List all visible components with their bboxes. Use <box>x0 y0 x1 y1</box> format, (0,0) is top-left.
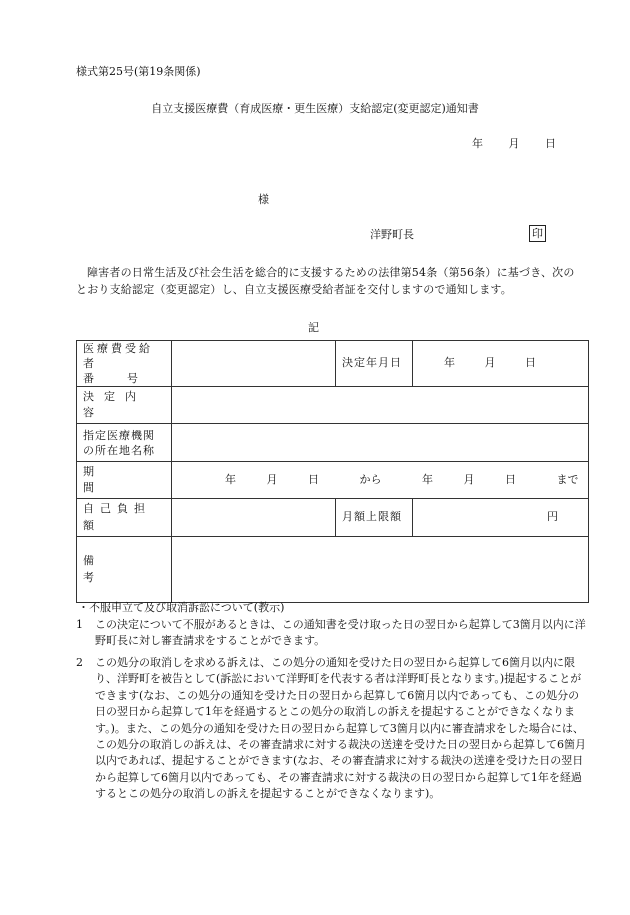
decision-date-label: 決定年月日 <box>336 341 413 387</box>
decision-day: 日 <box>525 356 536 370</box>
period-label <box>77 462 172 499</box>
date-month-label: 月 <box>508 137 520 150</box>
certification-table <box>76 340 589 603</box>
copay-label: 自己負担額 <box>77 499 172 537</box>
table-row <box>77 462 589 499</box>
note-text: この決定について不服があるときは、この通知書を受け取った日の翌日から起算して3箇月以内に洋野町長に対し審査請求をすることができます。 <box>95 618 586 648</box>
period-value[interactable] <box>172 462 589 499</box>
issuer-name: 洋野町長 <box>370 228 414 241</box>
label-line: 指定医療機関 <box>83 428 155 442</box>
date-day-label: 日 <box>545 137 556 150</box>
table-row <box>77 537 589 603</box>
note-text: この処分の取消しを求める訴えは、この処分の通知を受けた日の翌日から起算して6箇月以内に限り、洋野町を被告として(訴訟において洋野町を代表する者は洋野町長となります。)提起することができます(なお、この処分の通知を受けた日の翌日から起算して6箇月以内であっても、この処分の日の翌日から起算して1年を経過するとこの処分の取消しの訴えを提起することができなくなります。)。また、この処分の通知を受けた日の翌日から起算して3箇月以内に審査請求をした場合には、この処分の取消しの訴えは、その審査請求に対する裁決の送達を受けた日の翌日から起算して6箇月以内であれば、提起することができます(なお、その審査請求に対する裁決の送達を受けた日の翌日から起算して6箇月以内であっても、その審査請求に対する裁決の日の翌日から起算して1年を経過するとこの処分の取消しの訴えを提起することができなくなります)。 <box>95 656 586 801</box>
table-row <box>77 341 589 387</box>
medical-institution-label <box>77 424 172 462</box>
note-item-1 <box>76 617 590 650</box>
note-number: 1 <box>76 618 83 631</box>
remarks-label-text: 備考 <box>83 554 156 584</box>
body-paragraph: 障害者の日常生活及び社会生活を総合的に支援するための法律第54条（第56条）に基づき、次のとおり支給認定（変更認定）し、自立支援医療受給者証を交付しますので通知します。 <box>76 266 575 296</box>
remarks-value[interactable] <box>172 537 589 603</box>
period-end-month: 月 <box>463 472 475 486</box>
yen-label: 円 <box>547 510 558 524</box>
decision-month: 月 <box>484 356 496 370</box>
decision-content-label: 決定内容 <box>77 387 172 424</box>
period-end-year: 年 <box>422 472 433 486</box>
period-to: まで <box>556 472 579 486</box>
remarks-label-spread <box>83 553 165 586</box>
table-row <box>77 387 589 424</box>
decision-year: 年 <box>444 356 455 370</box>
label-line <box>83 371 165 386</box>
period-from: から <box>359 472 382 486</box>
issue-date <box>472 136 556 153</box>
form-number: 様式第25号(第19条関係) <box>76 65 201 78</box>
remarks-label <box>77 537 172 603</box>
date-year-label: 年 <box>472 137 483 150</box>
seal-mark: 印 <box>529 225 546 242</box>
note-number: 2 <box>76 656 83 669</box>
document-title: 自立支援医療費（育成医療・更生医療）支給認定(変更認定)通知書 <box>151 102 479 115</box>
notes-heading: ・不服申立て及び取消訴訟について(教示) <box>78 601 285 614</box>
period-label-spread <box>83 464 165 497</box>
period-start-day: 日 <box>308 472 319 486</box>
period-start-year: 年 <box>225 472 236 486</box>
medical-institution-value[interactable] <box>172 424 589 462</box>
decision-date-value[interactable] <box>413 341 589 387</box>
note-item-2 <box>76 655 590 803</box>
recipient-honorific: 様 <box>258 193 269 206</box>
label-line <box>83 341 165 371</box>
period-label-text: 期間 <box>83 464 154 494</box>
period-start-month: 月 <box>266 472 278 486</box>
ki-marker: 記 <box>308 321 319 334</box>
monthly-cap-label: 月額上限額 <box>336 499 413 537</box>
label-line: の所在地名称 <box>83 443 155 457</box>
table-row <box>77 499 589 537</box>
copay-value[interactable] <box>172 499 336 537</box>
label-text: 医療費受給者 <box>83 342 153 370</box>
table-row <box>77 424 589 462</box>
recipient-number-label <box>77 341 172 387</box>
period-end-day: 日 <box>505 472 516 486</box>
decision-content-value[interactable] <box>172 387 589 424</box>
monthly-cap-value[interactable] <box>413 499 589 537</box>
label-text: 番 号 <box>83 372 138 385</box>
recipient-number-value[interactable] <box>172 341 336 387</box>
